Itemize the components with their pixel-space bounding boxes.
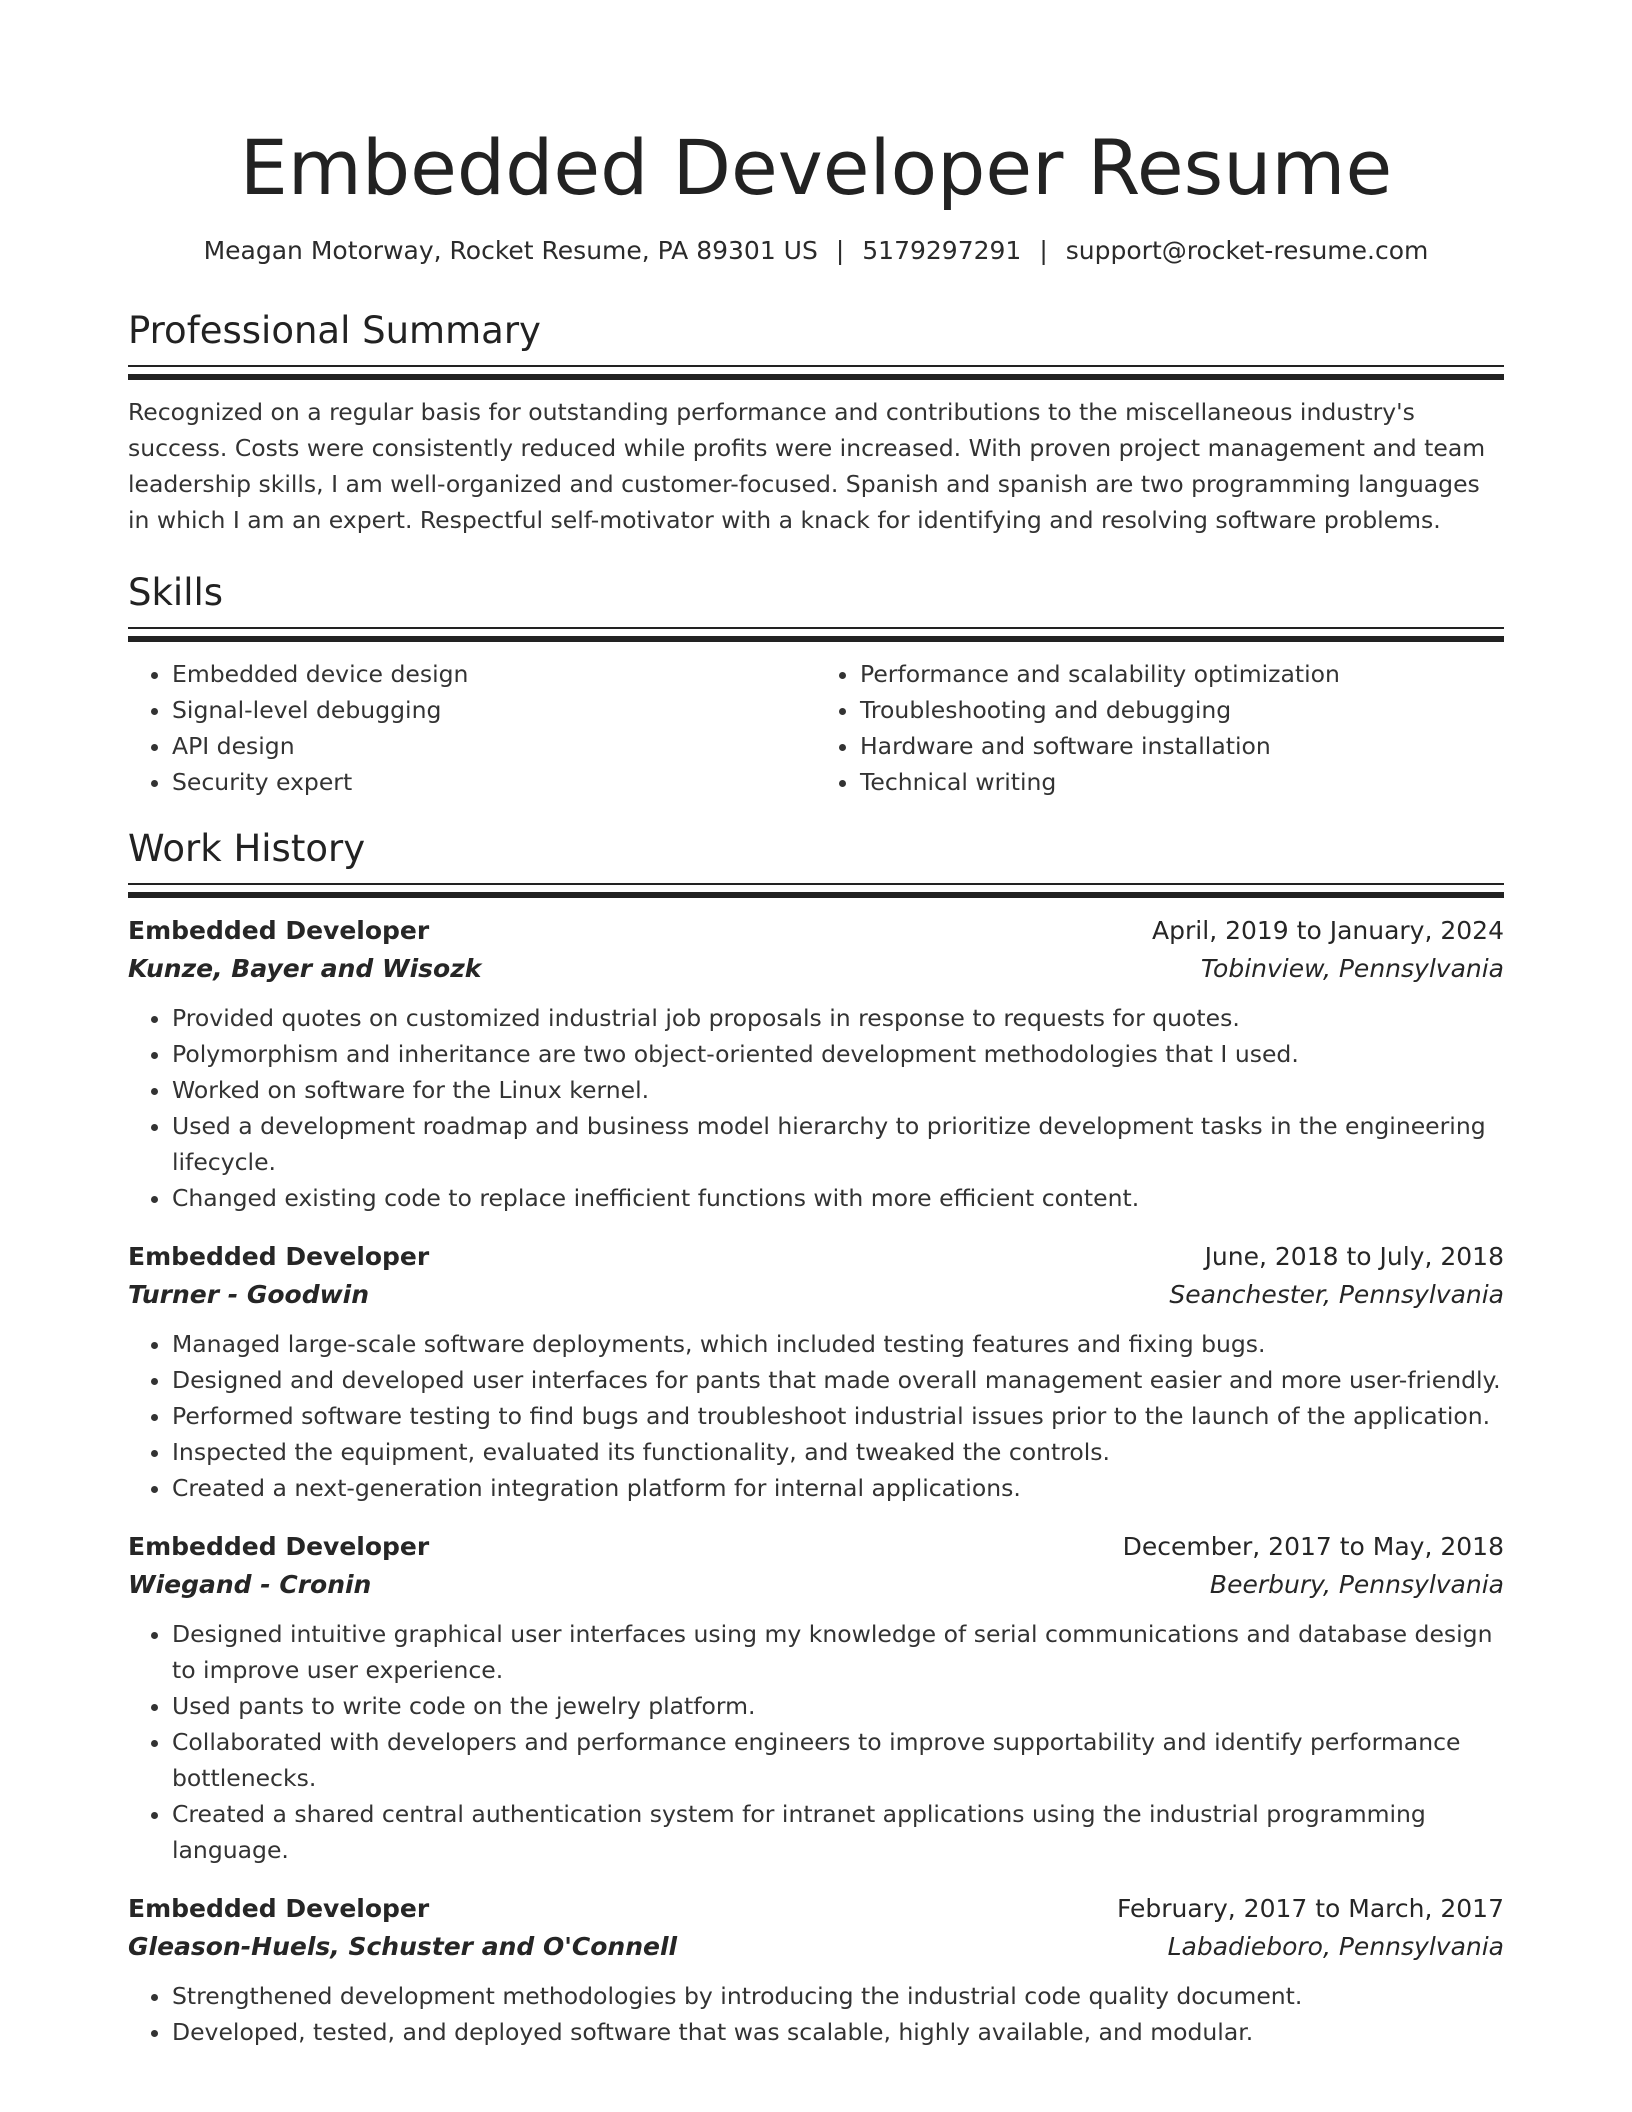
job-company: Wiegand - Cronin: [128, 1570, 372, 1599]
job-bullets: [128, 1616, 1504, 1868]
job-bullet: • Changed existing code to replace inefficient functions with more efficient content.: [172, 1180, 1504, 1216]
job-header: [128, 1528, 1504, 1566]
job-subheader: [128, 1928, 1504, 1966]
job-header: [128, 1890, 1504, 1928]
section-divider: [128, 365, 1504, 380]
skill-item: • Embedded device design: [172, 656, 816, 692]
job-bullet: • Managed large-scale software deployments, which included testing features and fixing bugs.: [172, 1326, 1504, 1362]
job-bullet: • Used a development roadmap and business model hierarchy to prioritize development tasks in the engineering lifecycle.: [172, 1108, 1504, 1180]
job-entry: [128, 912, 1504, 1216]
section-heading-skills: Skills: [128, 571, 224, 614]
section-divider: [128, 627, 1504, 642]
job-bullets: [128, 1000, 1504, 1216]
job-bullet: • Performed software testing to find bugs and troubleshoot industrial issues prior to the launch of the application.: [172, 1398, 1504, 1434]
job-header: [128, 912, 1504, 950]
section-divider: [128, 883, 1504, 898]
contact-address: Meagan Motorway, Rocket Resume, PA 89301 US: [203, 236, 818, 265]
job-location: Beerbury, Pennsylvania: [1209, 1570, 1504, 1599]
resume-page: [128, 0, 1504, 2050]
job-location: Labadieboro, Pennsylvania: [1167, 1932, 1504, 1961]
job-location: Seanchester, Pennsylvania: [1169, 1280, 1504, 1309]
job-subheader: [128, 1276, 1504, 1314]
skills-list-left: [128, 656, 816, 800]
job-title: Embedded Developer: [128, 916, 430, 945]
job-bullet: • Designed intuitive graphical user interfaces using my knowledge of serial communications and database design to improve user experience.: [172, 1616, 1504, 1688]
contact-email: support@rocket-resume.com: [1065, 236, 1429, 265]
contact-separator: |: [835, 236, 845, 265]
job-bullet: • Strengthened development methodologies by introducing the industrial code quality document.: [172, 1978, 1504, 2014]
contact-phone: 5179297291: [862, 236, 1022, 265]
job-bullet: • Developed, tested, and deployed software that was scalable, highly available, and modular.: [172, 2014, 1504, 2050]
contact-separator: |: [1039, 236, 1048, 265]
section-heading-summary: Professional Summary: [128, 309, 541, 352]
job-bullets: [128, 1978, 1504, 2050]
skill-item: • API design: [172, 728, 816, 764]
job-bullet: • Collaborated with developers and performance engineers to improve supportability and identify performance bottlenecks.: [172, 1724, 1504, 1796]
job-bullet: • Inspected the equipment, evaluated its functionality, and tweaked the controls.: [172, 1434, 1504, 1470]
job-dates: December, 2017 to May, 2018: [1122, 1532, 1504, 1561]
skill-item: • Performance and scalability optimization: [860, 656, 1504, 692]
job-entry: [128, 1528, 1504, 1868]
job-bullet: • Polymorphism and inheritance are two object-oriented development methodologies that I used.: [172, 1036, 1504, 1072]
summary-text: Recognized on a regular basis for outstanding performance and contributions to the miscellaneous industry's success. Costs were consistently reduced while profits were increased. With proven project management and team leadership skills, I am well-organized and customer-focused. Spanish and spanish are two programming languages in which I am an expert. Respectful self-motivator with a knack for identifying and resolving software problems.: [128, 398, 1486, 534]
job-title: Embedded Developer: [128, 1242, 430, 1271]
skills-columns: [128, 656, 1504, 800]
job-entry: [128, 1890, 1504, 2050]
job-location: Tobinview, Pennsylvania: [1200, 954, 1504, 983]
job-subheader: [128, 950, 1504, 988]
job-title: Embedded Developer: [128, 1894, 430, 1923]
job-bullets: [128, 1326, 1504, 1506]
job-company: Kunze, Bayer and Wisozk: [128, 954, 482, 983]
job-bullet: • Provided quotes on customized industrial job proposals in response to requests for quotes.: [172, 1000, 1504, 1036]
skills-list-right: [816, 656, 1504, 800]
job-bullet: • Created a shared central authentication system for intranet applications using the industrial programming language.: [172, 1796, 1504, 1868]
job-dates: June, 2018 to July, 2018: [1204, 1242, 1504, 1271]
job-dates: February, 2017 to March, 2017: [1116, 1894, 1504, 1923]
job-company: Gleason-Huels, Schuster and O'Connell: [128, 1932, 678, 1961]
contact-line: [128, 234, 1504, 268]
job-bullet: • Created a next-generation integration platform for internal applications.: [172, 1470, 1504, 1506]
skill-item: • Troubleshooting and debugging: [860, 692, 1504, 728]
job-title: Embedded Developer: [128, 1532, 430, 1561]
job-dates: April, 2019 to January, 2024: [1152, 916, 1504, 945]
job-bullet: • Designed and developed user interfaces for pants that made overall management easier and more user-friendly.: [172, 1362, 1504, 1398]
job-subheader: [128, 1566, 1504, 1604]
job-entry: [128, 1238, 1504, 1506]
skill-item: • Security expert: [172, 764, 816, 800]
skill-item: • Signal-level debugging: [172, 692, 816, 728]
skill-item: • Hardware and software installation: [860, 728, 1504, 764]
job-bullet: • Worked on software for the Linux kernel.: [172, 1072, 1504, 1108]
job-company: Turner - Goodwin: [128, 1280, 370, 1309]
job-header: [128, 1238, 1504, 1276]
resume-title: Embedded Developer Resume: [239, 123, 1393, 212]
section-heading-work-history: Work History: [128, 827, 366, 870]
skill-item: • Technical writing: [860, 764, 1504, 800]
job-bullet: • Used pants to write code on the jewelry platform.: [172, 1688, 1504, 1724]
